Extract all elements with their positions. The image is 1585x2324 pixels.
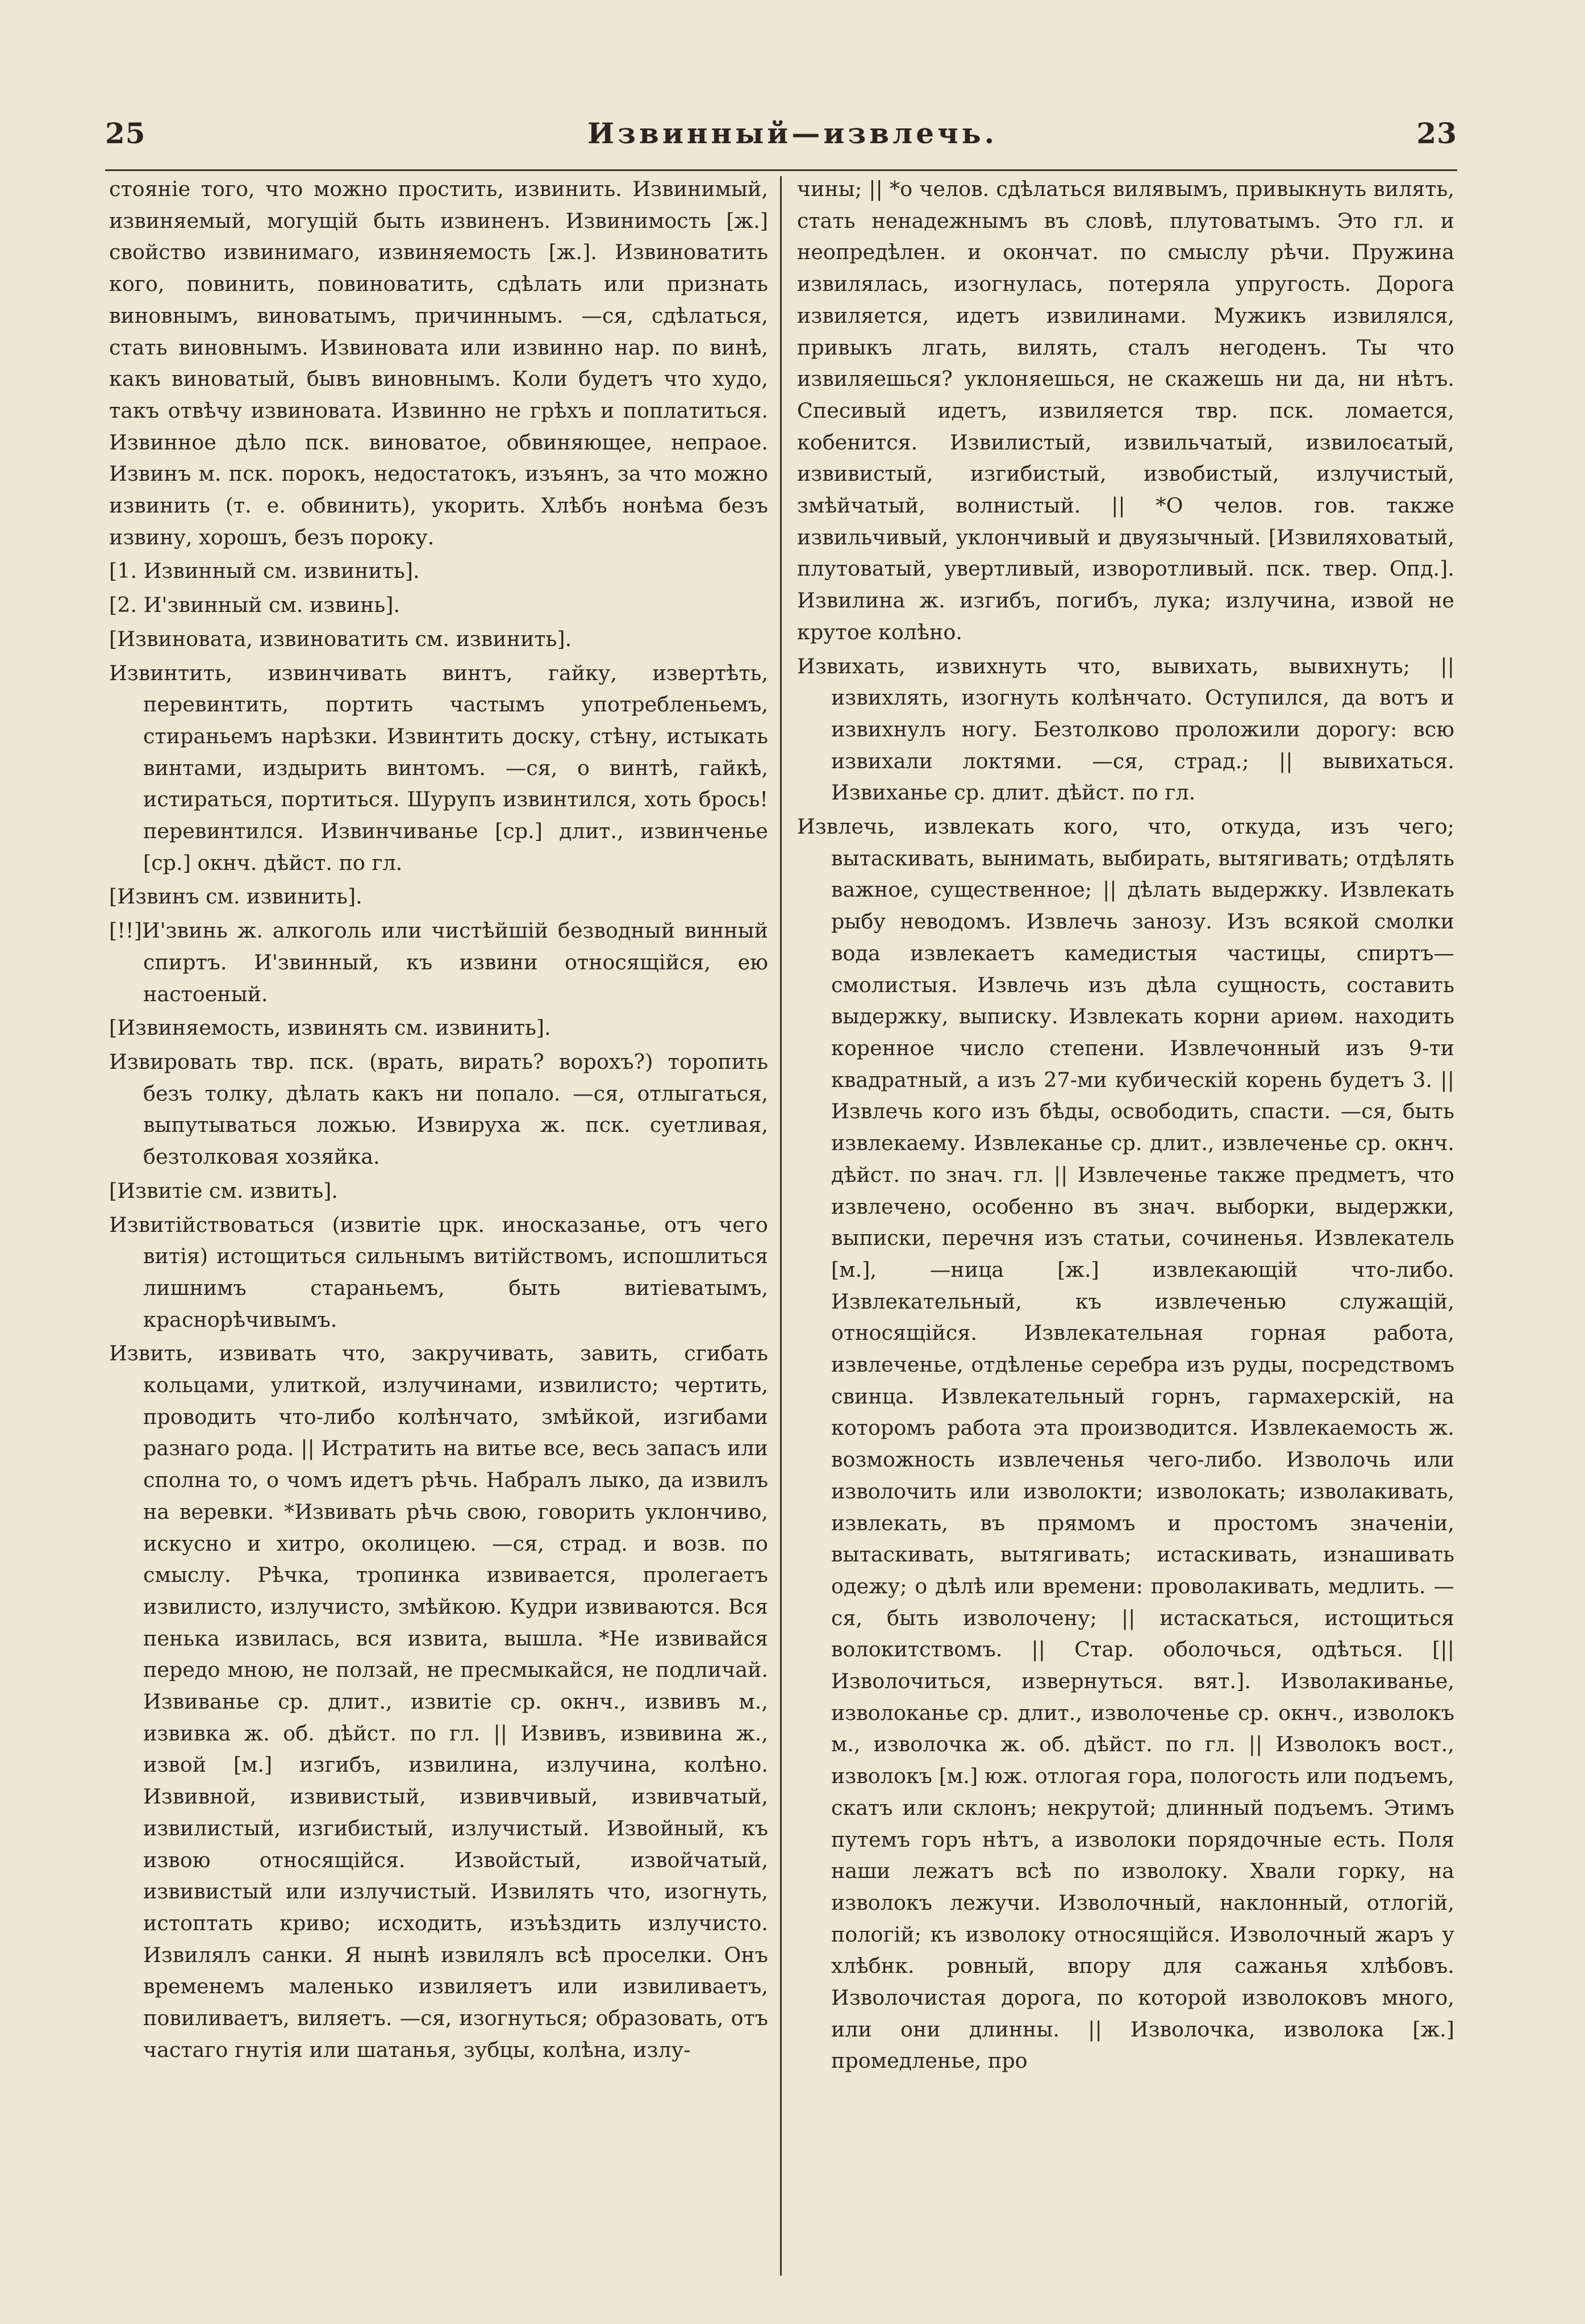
entry-paragraph: Извлечь, извлекать кого, что, откуда, изъ чего; вытаскивать, вынимать, выбирать, вытягивать; отдѣлять важное, существенное; || дѣлать выдержку. Извлекать рыбу неводомъ. Извлечь занозу. Изъ всякой смолки вода извлекаетъ камедистыя частицы, спиртъ—смолистыя. Извлечь изъ дѣла сущность, составить выдержку, выписку. Извлекать корни ариѳм. находить коренное число степени. Извлечонный изъ 9-ти квадратный, а изъ 27-ми кубическій корень будетъ 3. || Извлечь кого изъ бѣды, освободить, спасти. —ся, быть извлекаему. Извлеканье ср. длит., извлеченье ср. окнч. дѣйст. по знач. гл. || Извлеченье также предметъ, что извлечено, особенно въ знач. выборки, выдержки, выписки, перечня изъ статьи, сочиненья. Извлекатель [м.], —ница [ж.] извлекающій что-либо. Извлекательный, къ извлеченью служащій, относящійся. Извлекательная горная работа, извлеченье, отдѣленье серебра изъ руды, посредствомъ свинца. Извлекательный горнъ, гармахерскій, на которомъ работа эта производится. Извлекаемость ж. возможность извлеченья чего-либо. Изволочь или изволочить или изволокти; изволокать; изволакивать, извлекать, въ прямомъ и простомъ значеніи, вытаскивать, вытягивать; истаскивать, изнашивать одежу; о дѣлѣ или времени: проволакивать, медлить. —ся, быть изволочену; || истаскаться, истощиться волокитствомъ. || Стар. оболочься, одѣться. [|| Изволочиться, извернуться. вят.]. Изволакиванье, изволоканье ср. длит., изволоченье ср. окнч., изволокъ м., изволочка ж. об. дѣйст. по гл. || Изволокъ вост., изволокъ [м.] юж. отлогая гора, пологость или подъемъ, скатъ или склонъ; некрутой; длинный подъемъ. Этимъ путемъ горъ нѣтъ, а изволоки порядочные есть. Поля наши лежатъ всѣ по изволоку. Хвали горку, на изволокъ лежучи. Изволочный, наклонный, отлогій, пологій; къ изволоку относящійся. Изволочный жаръ у хлѣбнк. ровный, впору для сажанья хлѣбовъ. Изволочистая дорога, по которой изволоковъ много, или они длинны. || Изволочка, изволока [ж.] промедленье, про xyxy=(797,814,1454,2073)
entry-paragraph: Извировать твр. пск. (врать, вирать? ворохъ?) торопить безъ толку, дѣлать какъ ни попало. —ся, отлыгаться, выпутываться ложью. Извируха ж. пск. суетливая, безтолковая хозяйка. xyxy=(109,1049,768,1169)
entry-paragraph: чины; || *о челов. сдѣлаться вилявымъ, привыкнуть вилять, стать ненадежнымъ въ словѣ, плутоватымъ. Это гл. и неопредѣлен. и окончат. по смыслу рѣчи. Пружина извилялась, изогнулась, потеряла упругость. Дорога извиляется, идетъ извилинами. Мужикъ извилялся, привыкъ лгать, вилять, сталъ негоденъ. Ты что извиляешься? уклоняешься, не скажешь ни да, ни нѣтъ. Спесивый идетъ, извиляется твр. пск. ломается, кобенится. Извилистый, извильчатый, извилоєатый, извивистый, изгибистый, извобистый, излучистый, змѣйчатый, волнистый. || *О челов. гов. также извильчивый, уклончивый и двуязычный. [Извиляховатый, плутоватый, увертливый, изворотливый. пск. твер. Опд.]. Извилина ж. изгибъ, погибъ, лука; излучина, извой не крутое колѣно. xyxy=(797,177,1454,644)
entry-paragraph: [Извинъ см. извинить]. xyxy=(109,884,362,909)
entry-paragraph: [1. Извинный см. извинить]. xyxy=(109,559,420,584)
entry-paragraph: [Извиняемость, извинять см. извинить]. xyxy=(109,1015,551,1040)
entry-paragraph: [!!]И'звинь ж. алкоголь или чистѣйшій безводный винный спиртъ. И'звинный, къ извини относящійся, ею настоеный. xyxy=(109,918,768,1006)
entry-paragraph: Извитійствоваться (извитіе црк. иносказанье, отъ чего витія) истощиться сильнымъ витійствомъ, испошлиться лишнимъ стараньемъ, быть витіеватымъ, краснорѣчивымъ. xyxy=(109,1212,768,1332)
entry-paragraph: [Извитіе см. извить]. xyxy=(109,1178,338,1203)
page-number-right: 23 xyxy=(1416,116,1457,150)
header-rule xyxy=(105,169,1457,171)
entry-paragraph: Извить, извивать что, закручивать, завить, сгибать кольцами, улиткой, излучинами, извилисто; чертить, проводить что-либо колѣнчато, змѣйкой, изгибами разнаго рода. || Истратить на витье все, весь запасъ или сполна то, о чомъ идетъ рѣчь. Набралъ лыко, да извилъ на веревки. *Извивать рѣчь свою, говорить уклончиво, искусно и хитро, околицею. —ся, страд. и возв. по смыслу. Рѣчка, тропинка извивается, пролегаетъ извилисто, излучисто, змѣйкою. Кудри извиваются. Вся пенька извилась, вся извита, вышла. *Не извивайся передо мною, не ползай, не пресмыкайся, не подличай. Извиванье ср. длит., извитіе ср. окнч., извивъ м., извивка ж. об. дѣйст. по гл. || Извивъ, извивина ж., извой [м.] изгибъ, извилина, излучина, колѣно. Извивной, извивистый, извивчивый, извивчатый, извилистый, изгибистый, излучистый. Извойный, къ извою относящійся. Извойстый, извойчатый, извивистый или излучистый. Извилять что, изогнуть, истоптать криво; исходить, изъѣздить излучисто. Извилялъ санки. Я нынѣ извилялъ всѣ проселки. Онъ временемъ маленько извиляетъ или извиливаетъ, повиливаетъ, виляетъ. —ся, изогнуться; образовать, отъ частаго гнутія или шатанья, зубцы, колѣна, излу- xyxy=(109,1341,768,2062)
entry-paragraph: стояніе того, что можно простить, извинить. Извинимый, извиняемый, могущій быть извиненъ. Извинимость [ж.] свойство извинимаго, извиняемость [ж.]. Извиноватить кого, повинить, повиноватить, сдѣлать или признать виновнымъ, виноватымъ, причиннымъ. —ся, сдѣлаться, стать виновнымъ. Извиновата или извинно нар. по винѣ, какъ виноватый, бывъ виновнымъ. Коли будетъ что худо, такъ отвѣчу извиновата. Извинно не грѣхъ и поплатиться. Извинное дѣло пск. виноватое, обвиняющее, непраое. Извинъ м. пск. порокъ, недостатокъ, изъянъ, за что можно извинить (т. е. обвинить), укорить. Хлѣбъ нонѣма безъ извину, хорошъ, безъ пороку. xyxy=(109,177,768,549)
running-head: Извинный—извлечь. xyxy=(587,116,998,150)
entry-paragraph: [Извиновата, извиноватить см. извинить]. xyxy=(109,626,572,651)
right-column xyxy=(797,173,1454,2298)
page-number-left: 25 xyxy=(105,116,146,150)
column-divider xyxy=(780,176,782,2276)
entry-paragraph: Извинтить, извинчивать винтъ, гайку, извертѣть, перевинтить, портить частымъ употребленьемъ, стираньемъ нарѣзки. Извинтить доску, стѣну, истыкать винтами, издырить винтомъ. —ся, о винтѣ, гайкѣ, истираться, портиться. Шурупъ извинтился, хоть брось! перевинтился. Извинчиванье [ср.] длит., извинченье [ср.] окнч. дѣйст. по гл. xyxy=(109,660,768,875)
entry-paragraph: [2. И'звинный см. извинь]. xyxy=(109,593,401,618)
left-column xyxy=(109,173,768,2298)
entry-paragraph: Извихать, извихнуть что, вывихать, вывихнуть; || извихлять, изогнуть колѣнчато. Оступился, да вотъ и извихнулъ ногу. Безтолково проложили дорогу: всю извихали локтями. —ся, страд.; || вывихаться. Извиханье ср. длит. дѣйст. по гл. xyxy=(797,653,1454,805)
